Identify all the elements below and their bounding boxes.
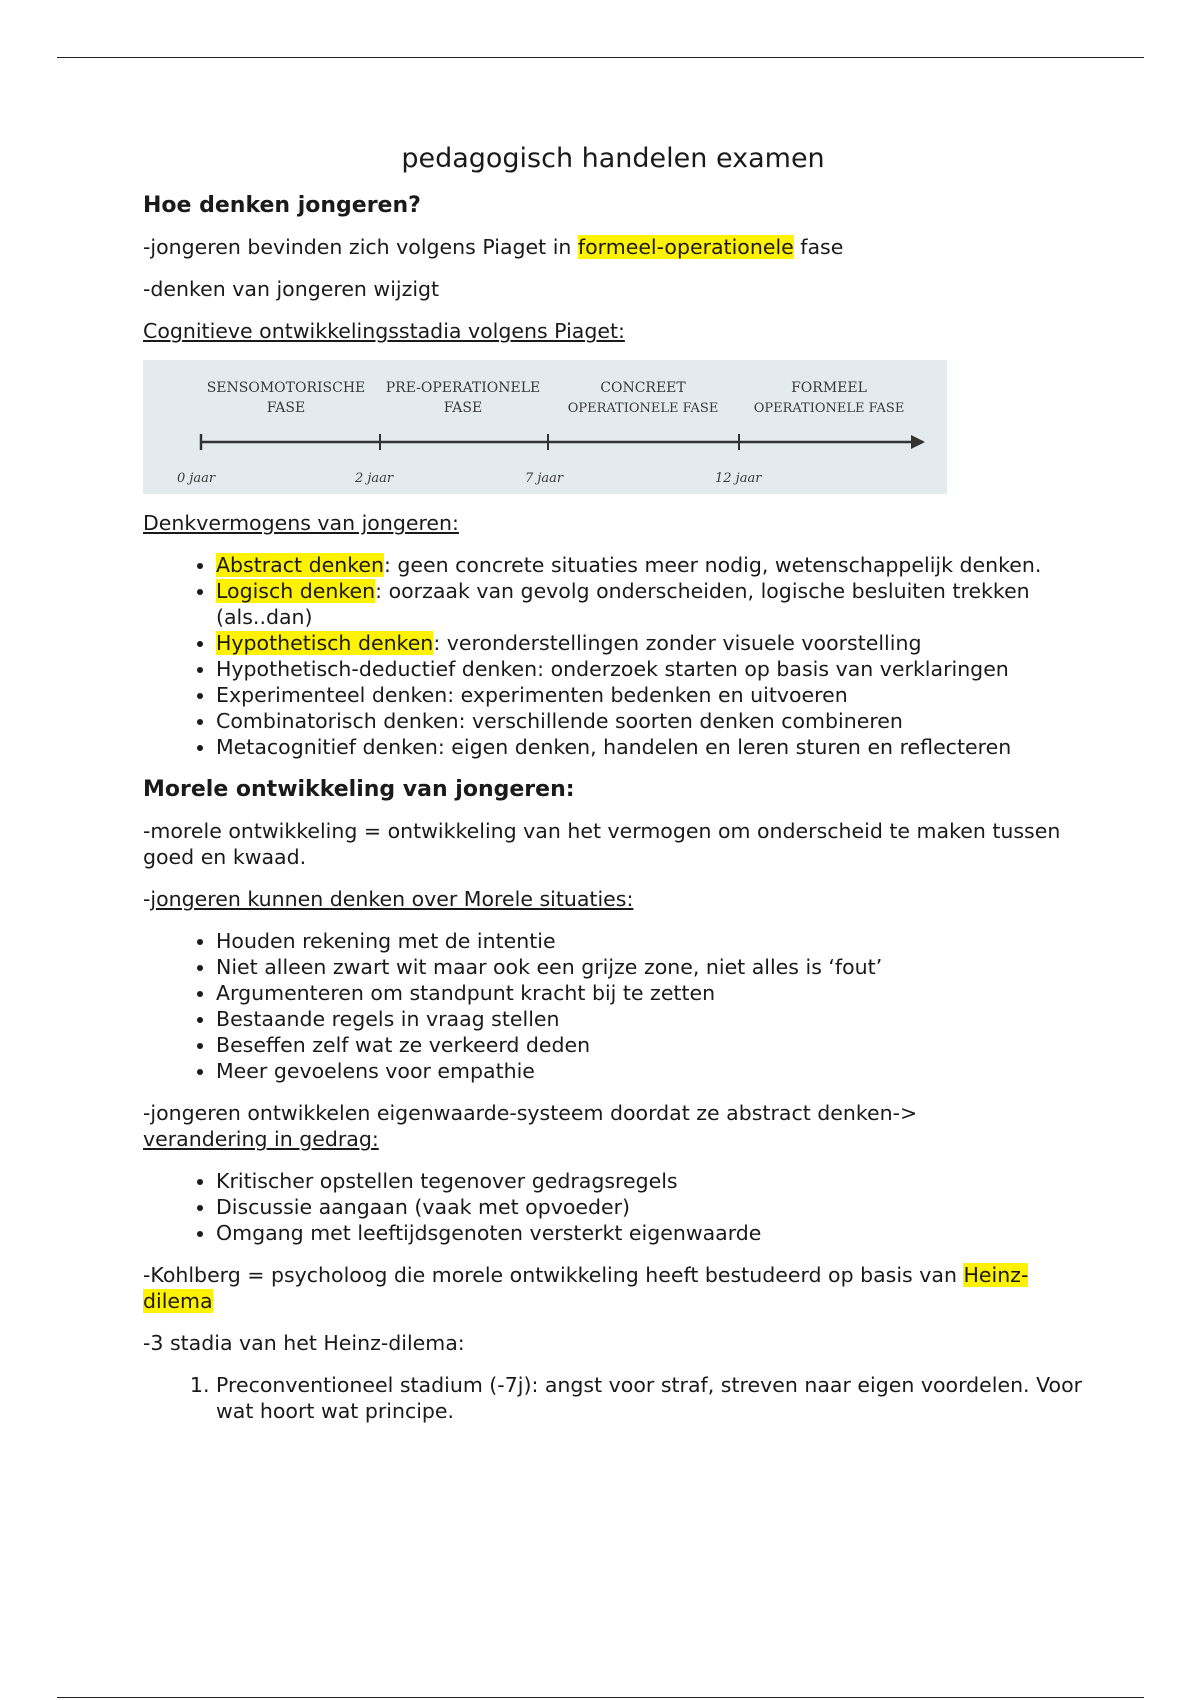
highlight-heinz: Heinz-dilema [143, 1263, 1029, 1313]
behaviour-list [143, 1168, 1083, 1246]
list-item [216, 682, 1083, 708]
document-page [143, 142, 1083, 1440]
stage-3-line2: OPERATIONELE FASE [567, 401, 719, 416]
ability-highlight: Hypothetisch denken [216, 631, 434, 655]
list-item [216, 708, 1083, 734]
tick-label-3: 12 jaar [715, 471, 762, 486]
list-item: • Kritischer opstellen tegenover gedragsregels [216, 1168, 1083, 1194]
top-rule [57, 57, 1144, 58]
stage-3-line1: CONCREET [600, 380, 686, 396]
abilities-label: Denkvermogens van jongeren: [143, 511, 459, 535]
list-item: • Argumenteren om standpunt kracht bij te zetten [216, 980, 1083, 1006]
stage-2-line1: PRE-OPERATIONELE [385, 380, 541, 396]
ability-text: Hypothetisch-deductief denken: onderzoek starten op basis van verklaringen [216, 657, 1009, 681]
list-item: • Discussie aangaan (vaak met opvoeder) [216, 1194, 1083, 1220]
stage-1-line1: SENSOMOTORISCHE [206, 380, 366, 396]
ability-text: Metacognitief denken: eigen denken, handelen en leren sturen en reflecteren [216, 735, 1012, 759]
kohlberg-text: -Kohlberg = psycholoog die morele ontwikkeling heeft bestudeerd op basis van [143, 1263, 964, 1287]
list-item [216, 552, 1083, 578]
situations-dash: - [143, 887, 151, 911]
ability-highlight: Abstract denken [216, 553, 384, 577]
stadia-intro: -3 stadia van het Heinz-dilema: [143, 1331, 465, 1355]
values-text: -jongeren ontwikkelen eigenwaarde-systeem doordat ze abstract denken-> [143, 1101, 918, 1125]
stadia-list [143, 1372, 1083, 1424]
piaget-text-after: fase [793, 235, 844, 259]
situations-label-text: jongeren kunnen denken over Morele situaties: [150, 887, 634, 911]
stage-4-line1: FORMEEL [791, 380, 867, 396]
list-item: • Niet alleen zwart wit maar ook een grijze zone, niet alles is ‘fout’ [216, 954, 1083, 980]
tick-label-1: 2 jaar [355, 471, 394, 486]
situations-list [143, 928, 1083, 1084]
abilities-list [143, 552, 1083, 760]
list-item [216, 656, 1083, 682]
thinking-changes-paragraph: -denken van jongeren wijzigt [143, 277, 440, 301]
piaget-text-before: -jongeren bevinden zich volgens Piaget in [143, 235, 578, 259]
list-item [216, 578, 1083, 630]
list-item: • Meer gevoelens voor empathie [216, 1058, 1083, 1084]
ability-text: : oorzaak van gevolg onderscheiden, logische besluiten trekken (als..dan) [216, 579, 1030, 629]
highlight-formeel: formeel-operationele [577, 235, 794, 259]
values-underlined: verandering in gedrag: [143, 1127, 379, 1151]
ability-text: Experimenteel denken: experimenten bedenken en uitvoeren [216, 683, 848, 707]
moral-definition-paragraph: -morele ontwikkeling = ontwikkeling van het vermogen om onderscheid te maken tussen goed en kwaad. [143, 819, 1061, 869]
values-paragraph [143, 1100, 1083, 1152]
stage-1-line2: FASE [266, 400, 306, 416]
section-heading-thinking: Hoe denken jongeren? [143, 193, 421, 218]
piaget-stages-diagram [143, 360, 947, 494]
list-item [216, 630, 1083, 656]
tick-label-0: 0 jaar [177, 471, 216, 486]
stage-4-line2: OPERATIONELE FASE [753, 401, 905, 416]
list-item: • Houden rekening met de intentie [216, 928, 1083, 954]
document-title: pedagogisch handelen examen [401, 143, 825, 174]
list-item [216, 734, 1083, 760]
stages-label: Cognitieve ontwikkelingsstadia volgens Piaget: [143, 319, 625, 343]
piaget-paragraph [143, 234, 1083, 260]
bottom-rule [57, 1697, 1144, 1698]
list-item: • Omgang met leeftijdsgenoten versterkt eigenwaarde [216, 1220, 1083, 1246]
ability-text: Combinatorisch denken: verschillende soorten denken combineren [216, 709, 903, 733]
ability-highlight: Logisch denken [216, 579, 376, 603]
list-item: • Beseffen zelf wat ze verkeerd deden [216, 1032, 1083, 1058]
section-heading-moral: Morele ontwikkeling van jongeren: [143, 777, 575, 802]
list-item: • Bestaande regels in vraag stellen [216, 1006, 1083, 1032]
ability-text: : veronderstellingen zonder visuele voorstelling [433, 631, 922, 655]
stage-2-line2: FASE [443, 400, 483, 416]
ability-text: : geen concrete situaties meer nodig, wetenschappelijk denken. [383, 553, 1042, 577]
list-item: 1. Preconventioneel stadium (-7j): angst voor straf, streven naar eigen voordelen. Voor wat hoort wat principe. [216, 1372, 1083, 1424]
situations-label [143, 886, 1083, 912]
tick-label-2: 7 jaar [525, 471, 564, 486]
kohlberg-paragraph [143, 1262, 1083, 1314]
